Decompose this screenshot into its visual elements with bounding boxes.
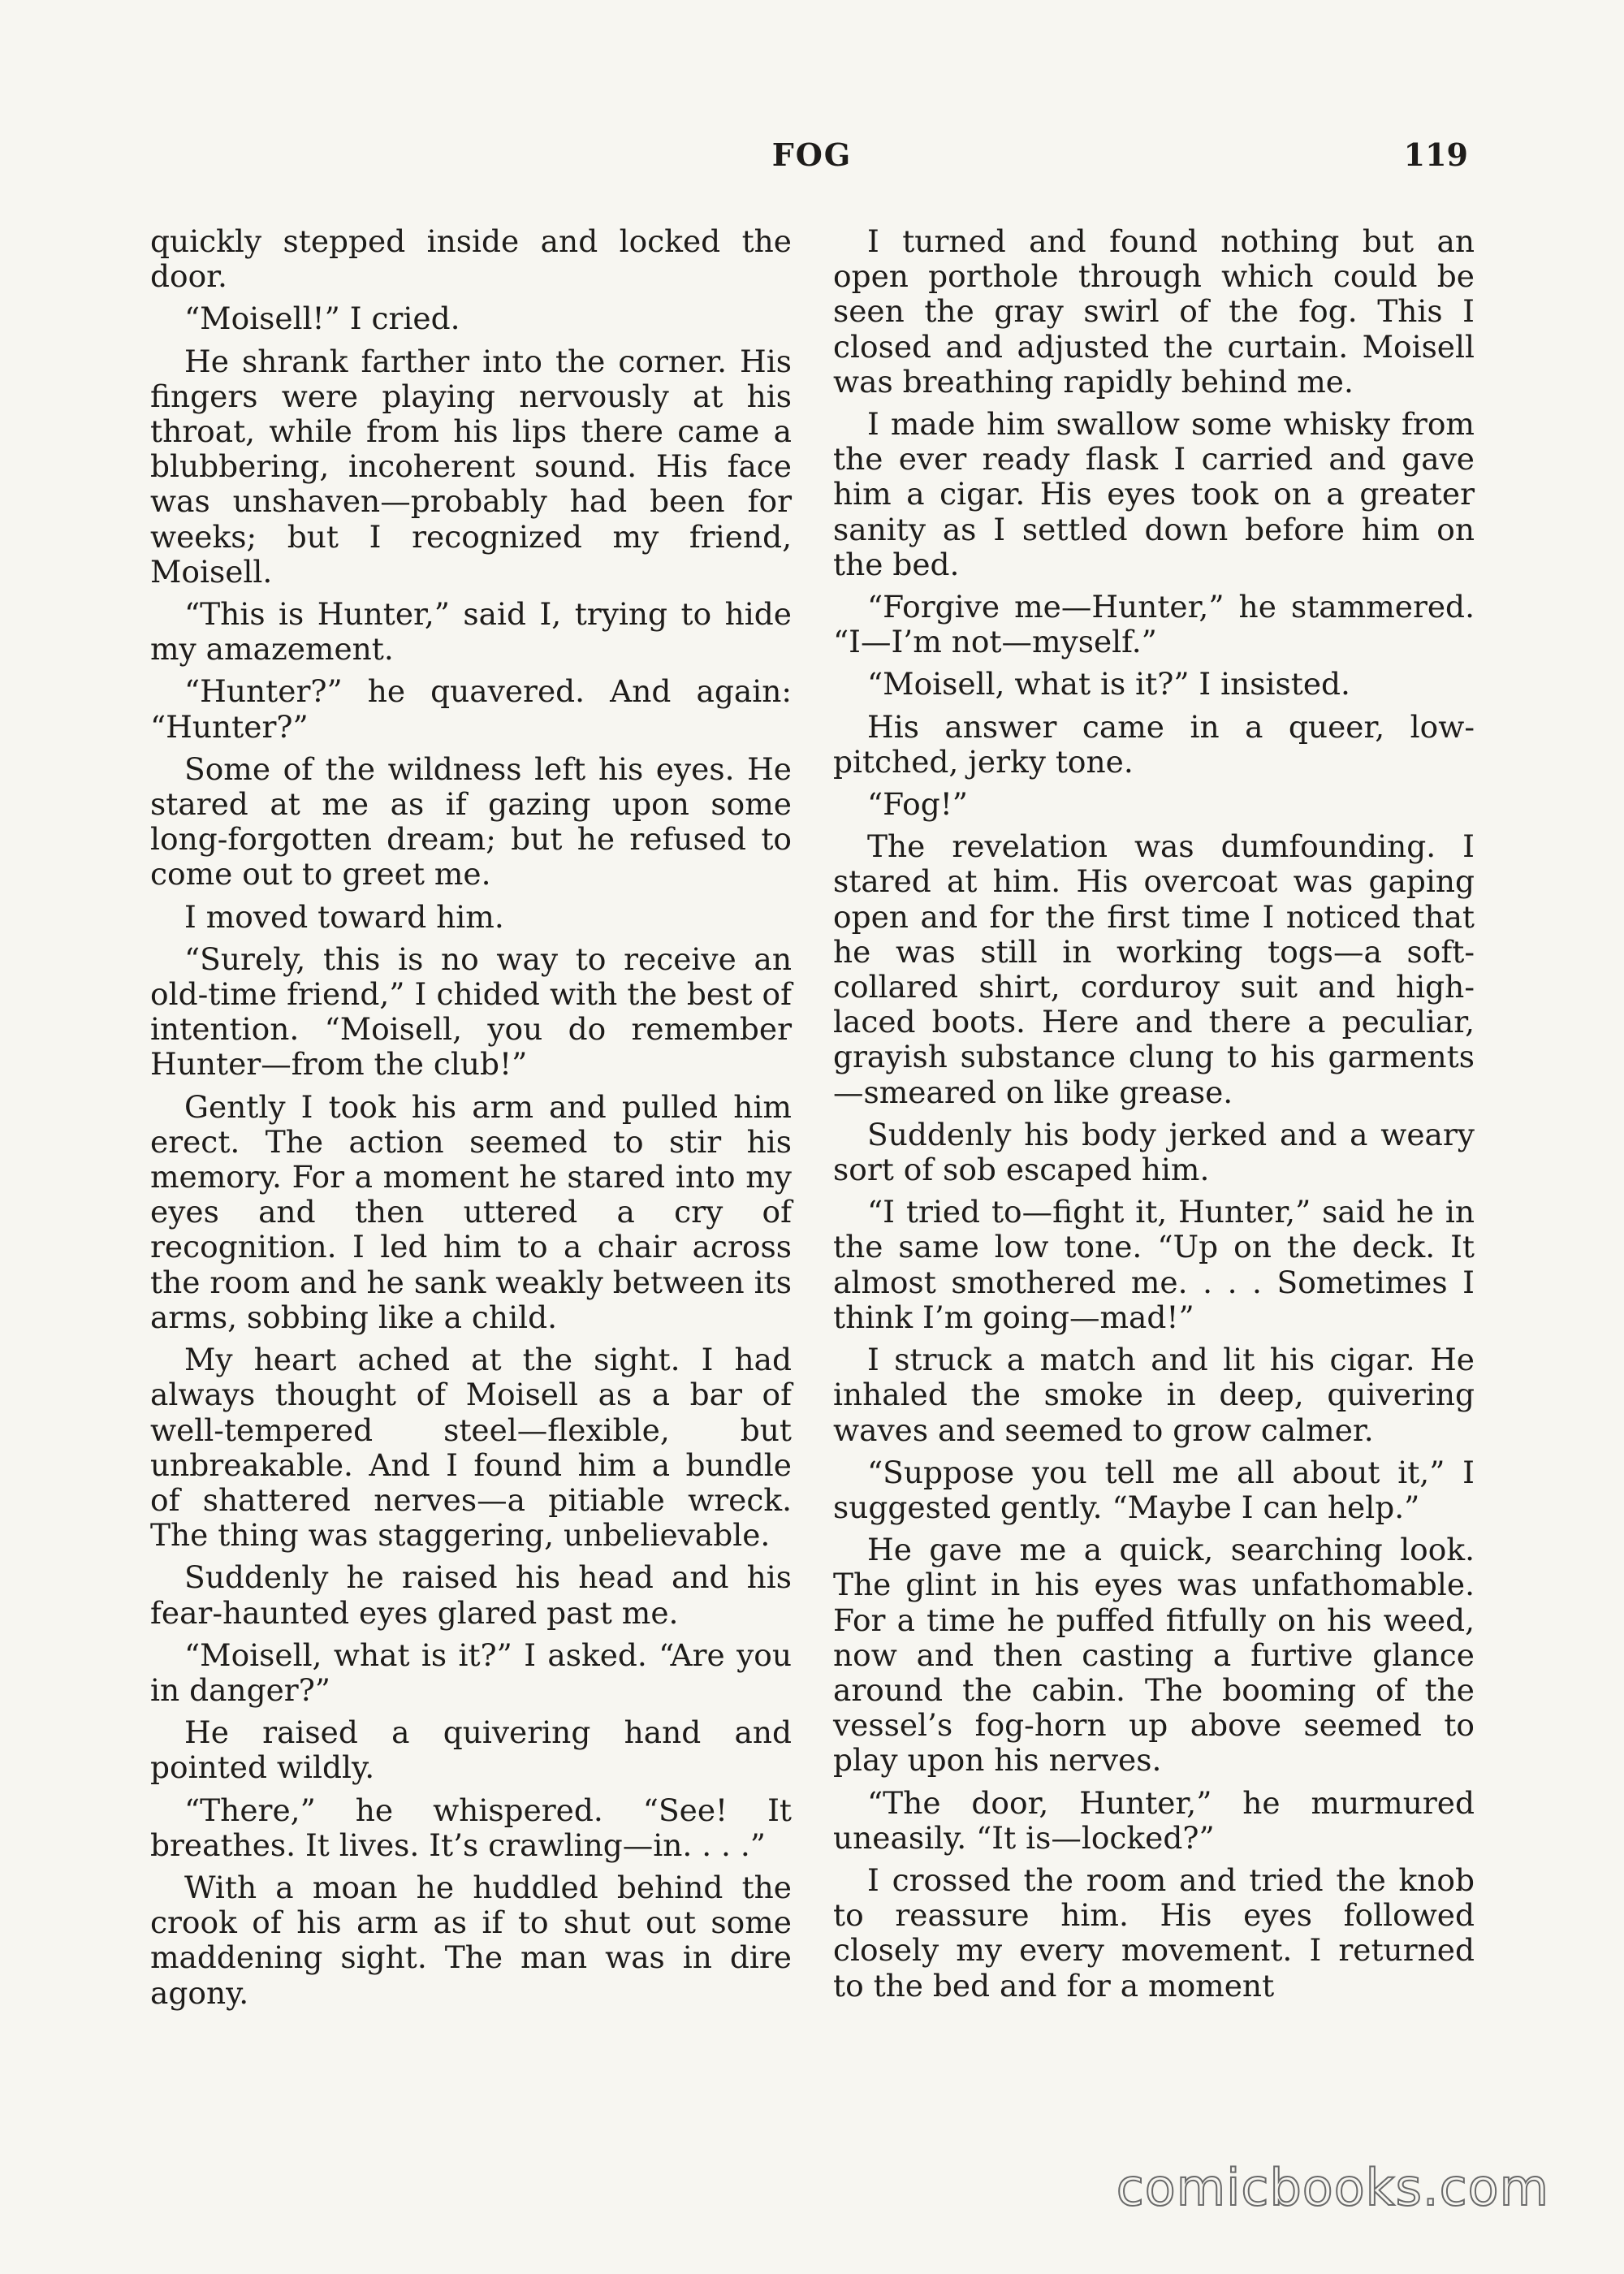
paragraph: My heart ached at the sight. I had always thought of Moisell as a bar of well-tempered steel—flexible, but unbreakable. And I found him a bundle of shattered nerves—a pitiable wreck. The thing was staggering, unbelievable. bbox=[150, 1342, 792, 1554]
paragraph: “Moisell!” I cried. bbox=[184, 300, 460, 337]
paragraph: “The door, Hunter,” he murmured uneasily. “It is—locked?” bbox=[833, 1784, 1475, 1856]
paragraph: “I tried to—fight it, Hunter,” said he in the same low tone. “Up on the deck. It almost smothered me. . . . Sometimes I think I’m going—mad!” bbox=[833, 1194, 1475, 1335]
paragraph: “Forgive me—Hunter,” he stammered. “I—I’m not—myself.” bbox=[833, 589, 1475, 660]
paragraph: “There,” he whispered. “See! It breathes. It lives. It’s crawling—in. . . .” bbox=[150, 1792, 792, 1863]
right-column bbox=[833, 224, 1475, 2011]
paragraph: “Suppose you tell me all about it,” I suggested gently. “Maybe I can help.” bbox=[833, 1454, 1475, 1525]
paragraph: Some of the wildness left his eyes. He stared at me as if gazing upon some long-forgotten dream; but he refused to come out to greet me. bbox=[150, 750, 792, 893]
paragraph: With a moan he huddled behind the crook of his arm as if to shut out some maddening sight. The man was in dire agony. bbox=[150, 1869, 792, 2011]
running-head bbox=[0, 136, 1624, 185]
paragraph: “Fog!” bbox=[867, 786, 968, 823]
paragraph: “Surely, this is no way to receive an old-time friend,” I chided with the best of intention. “Moisell, you do remember Hunter—from the club!” bbox=[150, 940, 792, 1083]
paragraph: He raised a quivering hand and pointed wildly. bbox=[150, 1714, 792, 1786]
paragraph: Suddenly his body jerked and a weary sort of sob escaped him. bbox=[833, 1116, 1475, 1188]
paragraph: I struck a match and lit his cigar. He inhaled the smoke in deep, quivering waves and seemed to grow calmer. bbox=[833, 1342, 1475, 1448]
paragraph: The revelation was dumfounding. I stared at him. His overcoat was gaping open and for the first time I noticed that he was still in working togs—a soft-collared shirt, corduroy suit and high-laced boots. Here and there a peculiar, grayish substance clung to his garments—smeared on like grease. bbox=[833, 828, 1475, 1110]
paragraph: quickly stepped inside and locked the door. bbox=[150, 223, 792, 295]
paragraph: “Hunter?” he quavered. And again: “Hunter?” bbox=[150, 673, 792, 745]
paragraph: I turned and found nothing but an open porthole through which could be seen the gray swirl of the fog. This I closed and adjusted the curtain. Moisell was breathing rapidly behind me. bbox=[833, 223, 1475, 400]
paragraph: I made him swallow some whisky from the ever ready flask I carried and gave him a cigar. His eyes took on a greater sanity as I settled down before him on the bed. bbox=[833, 406, 1475, 582]
paragraph: “Moisell, what is it?” I insisted. bbox=[867, 666, 1350, 703]
paragraph: His answer came in a queer, low-pitched, jerky tone. bbox=[833, 708, 1475, 780]
paragraph: “Moisell, what is it?” I asked. “Are you in danger?” bbox=[150, 1636, 792, 1708]
watermark: comicbooks.com bbox=[1116, 2158, 1549, 2217]
paragraph: Suddenly he raised his head and his fear-haunted eyes glared past me. bbox=[150, 1559, 792, 1631]
paragraph: I crossed the room and tried the knob to reassure him. His eyes followed closely my every movement. I returned to the bed and for a moment bbox=[833, 1861, 1475, 2004]
paragraph: “This is Hunter,” said I, trying to hide my amazement. bbox=[150, 596, 792, 668]
page-number: 119 bbox=[1403, 136, 1468, 173]
paragraph: He gave me a quick, searching look. The glint in his eyes was unfathomable. For a time he puffed fitfully on his weed, now and then casting a furtive glance around the cabin. The booming of the vessel’s fog-horn up above seemed to play upon his nerves. bbox=[833, 1532, 1475, 1779]
paragraph: He shrank farther into the corner. His fingers were playing nervously at his throat, while from his lips there came a blubbering, incoherent sound. His face was unshaven—probably had been for weeks; but I recognized my friend, Moisell. bbox=[150, 343, 792, 590]
left-column bbox=[150, 224, 792, 2018]
paragraph: Gently I took his arm and pulled him erect. The action seemed to stir his memory. For a moment he stared into my eyes and then uttered a cry of recognition. I led him to a chair across the room and he sank weakly between its arms, sobbing like a child. bbox=[150, 1088, 792, 1335]
chapter-title: FOG bbox=[771, 136, 853, 173]
paragraph: I moved toward him. bbox=[184, 898, 504, 935]
